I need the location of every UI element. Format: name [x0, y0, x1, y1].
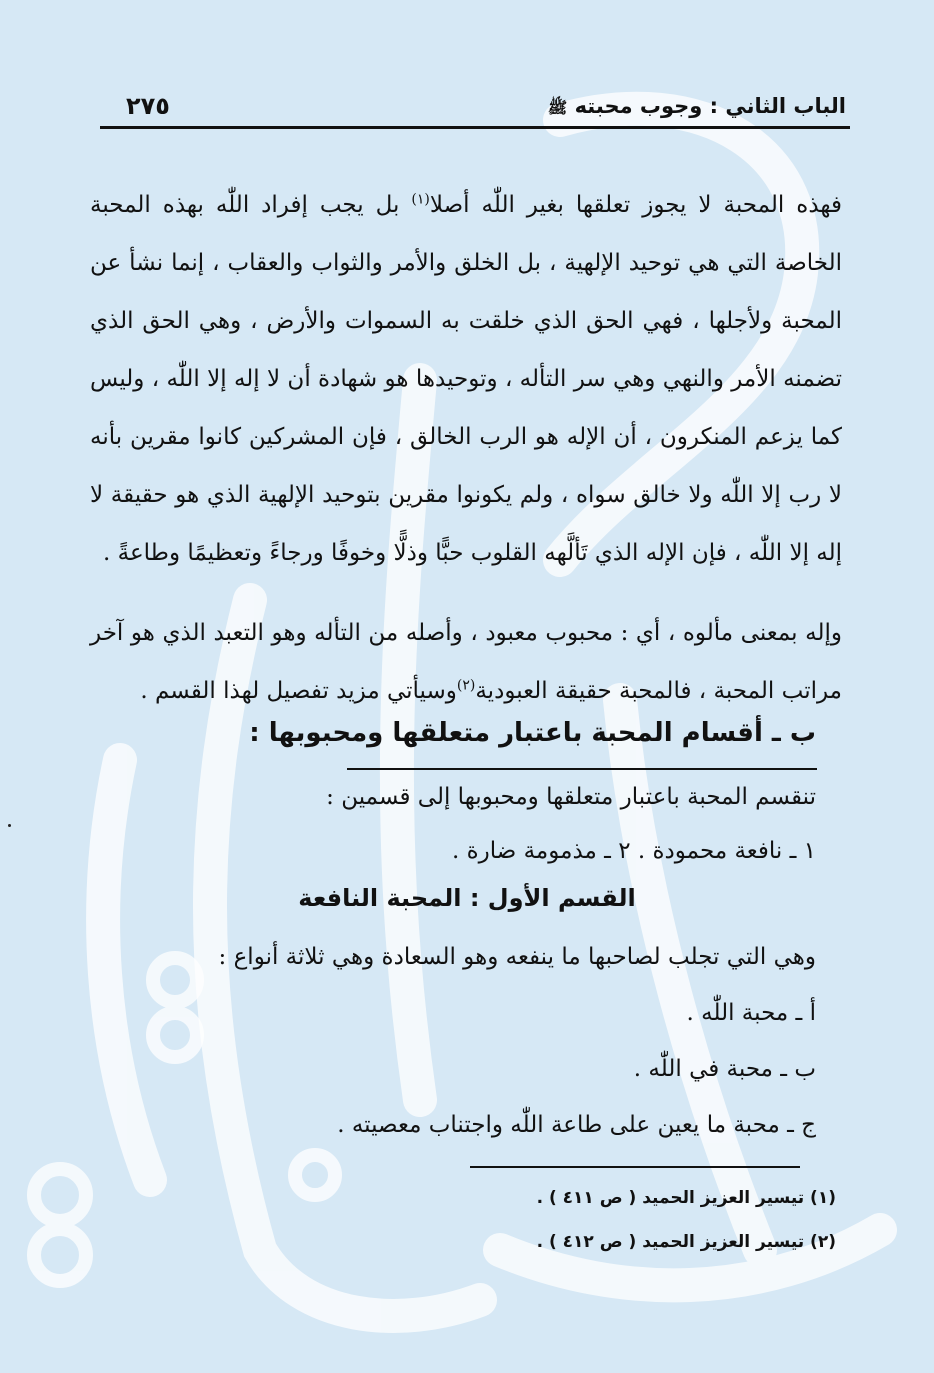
footnote-ref-2: (٢)	[456, 677, 476, 694]
section-b-types: ١ ـ نافعة محمودة . ٢ ـ مذمومة ضارة .	[451, 838, 816, 864]
list-item-a: أ ـ محبة اللّٰه .	[686, 1000, 816, 1026]
footnote-ref-1: (١)	[411, 191, 430, 208]
paragraph-2	[90, 604, 842, 720]
section-b-heading: ب ـ أقسام المحبة باعتبار متعلقها ومحبوبها :	[249, 718, 816, 748]
salla-glyph: ﷺ	[547, 98, 568, 117]
list-item-b: ب ـ محبة في اللّٰه .	[633, 1056, 816, 1082]
running-title-text: الباب الثاني : وجوب محبته	[574, 94, 846, 118]
first-section-intro: وهي التي تجلب لصاحبها ما ينفعه وهو السعادة وهي ثلاثة أنواع :	[218, 944, 816, 970]
paragraph-1	[90, 176, 842, 582]
page-header	[100, 92, 850, 129]
page-number: ٢٧٥	[126, 92, 170, 120]
footnote-2: (٢) تيسير العزيز الحميد ( ص ٤١٢ ) .	[536, 1232, 836, 1252]
scan-speck	[8, 824, 11, 827]
footnote-separator	[470, 1166, 800, 1168]
paragraph-2-rest: وسيأتي مزيد تفصيل لهذا القسم .	[140, 678, 457, 704]
section-b-intro: تنقسم المحبة باعتبار متعلقها ومحبوبها إلى قسمين :	[326, 784, 816, 810]
list-item-c: ج ـ محبة ما يعين على طاعة اللّٰه واجتناب معصيته .	[337, 1112, 816, 1138]
paragraph-1-rest: بل يجب إفراد اللّٰه بهذه المحبة الخاصة التي هي توحيد الإلهية ، بل الخلق والأمر والثواب والعقاب ، إنما نشأ عن المحبة ولأجلها ، فهي الحق الذي خلقت به السموات والأرض ، وهي الحق الذي تضمنه الأمر والنهي وهي سر التأله ، وتوحيدها هو شهادة أن لا إله إلا اللّٰه ، وليس كما يزعم المنكرون ، أن الإله هو الرب الخالق ، فإن المشركين كانوا مقرين بأنه لا رب إلا اللّٰه ولا خالق سواه ، ولم يكونوا مقرين بتوحيد الإلهية الذي هو حقيقة لا إله إلا اللّٰه ، فإن الإله الذي تَألَّهه القلوب حبًّا وذلًّا وخوفًا ورجاءً وتعظيمًا وطاعةً .	[90, 192, 842, 566]
paragraph-2-start: وإله بمعنى مألوه ، أي : محبوب معبود ، وأصله من التأله وهو التعبد الذي هو آخر مراتب المحبة ، فالمحبة حقيقة العبودية	[90, 620, 842, 704]
paragraph-1-start: فهذه المحبة لا يجوز تعلقها بغير اللّٰه أصلا	[429, 192, 842, 218]
running-title	[548, 94, 846, 121]
first-section-heading: القسم الأول : المحبة النافعة	[298, 884, 636, 912]
footnote-1: (١) تيسير العزيز الحميد ( ص ٤١١ ) .	[536, 1188, 836, 1208]
section-b-underline	[347, 768, 817, 770]
